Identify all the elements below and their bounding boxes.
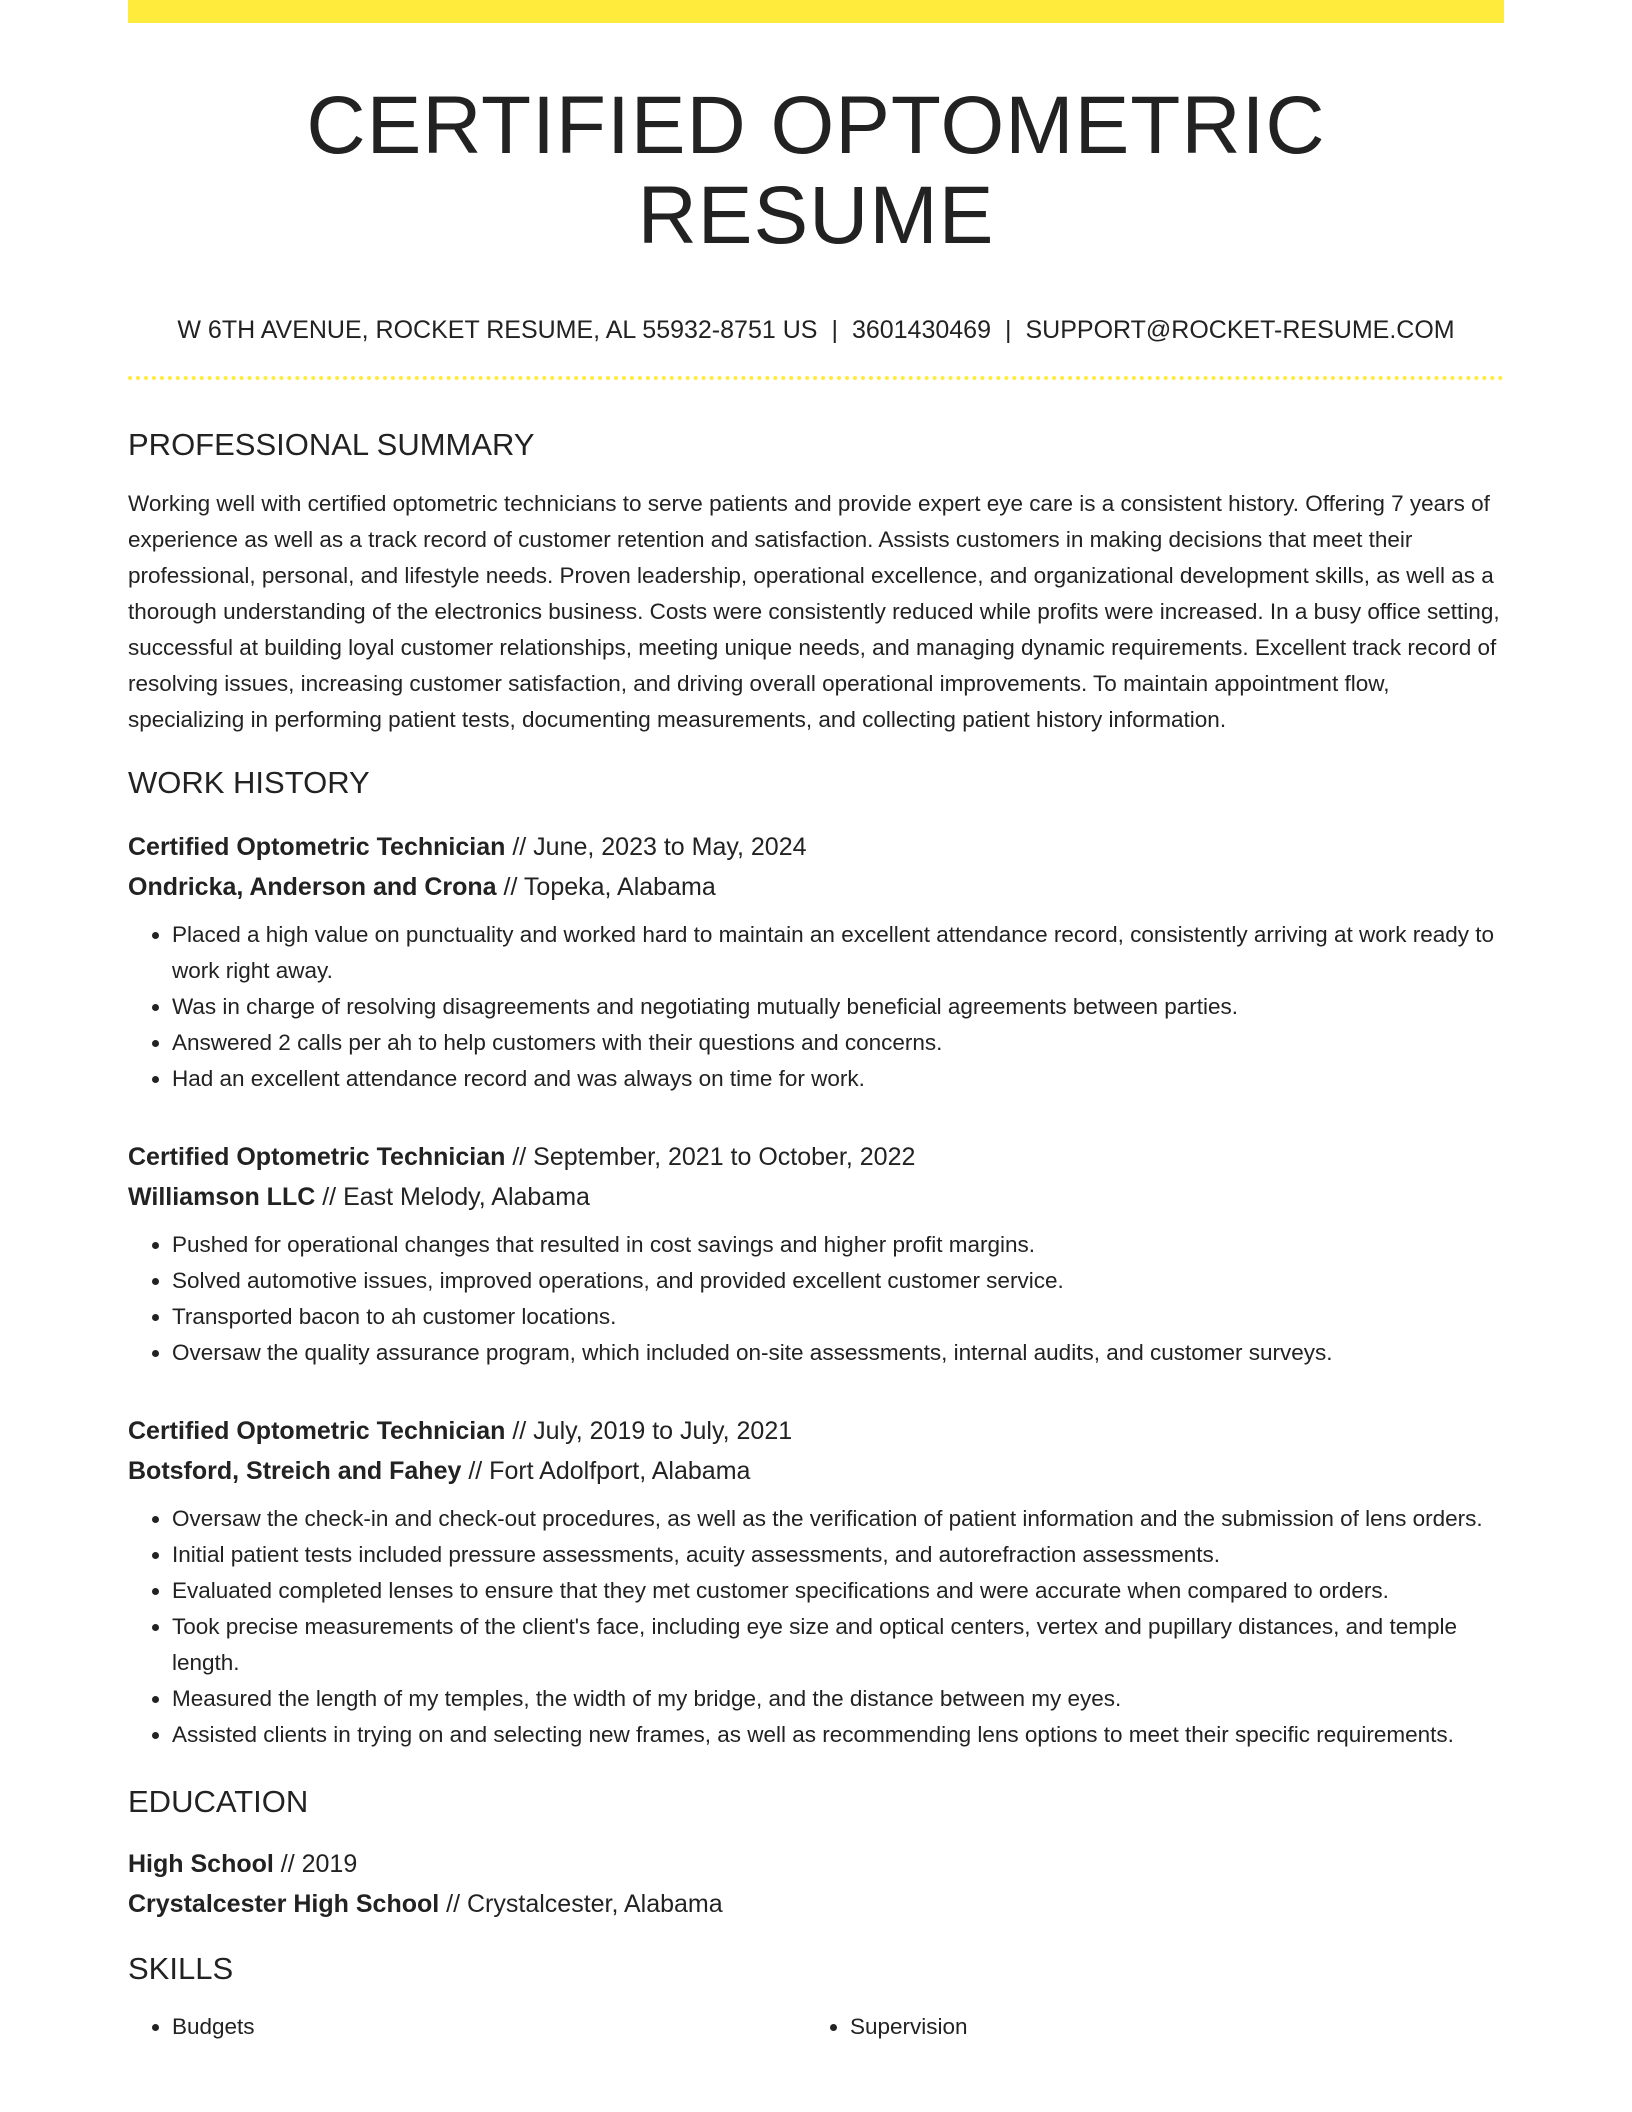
job-bullet: • Initial patient tests included pressure assessments, acuity assessments, and autorefraction assessments.: [172, 1537, 1504, 1573]
summary-heading: PROFESSIONAL SUMMARY: [128, 427, 535, 463]
education-year: // 2019: [273, 1849, 358, 1878]
job-bullet: • Had an excellent attendance record and was always on time for work.: [172, 1061, 1504, 1097]
work-history-heading: WORK HISTORY: [128, 764, 370, 800]
job-bullet: • Transported bacon to ah customer locations.: [172, 1299, 1504, 1335]
job-dates: // July, 2019 to July, 2021: [505, 1416, 793, 1445]
skills-list-left: [128, 2009, 806, 2045]
job-company: Williamson LLC: [128, 1182, 316, 1211]
education-heading: EDUCATION: [128, 1783, 309, 1819]
job-location: // Topeka, Alabama: [496, 872, 716, 901]
resume-title: CERTIFIED OPTOMETRIC RESUME: [306, 80, 1326, 262]
job-bullet: • Took precise measurements of the client's face, including eye size and optical centers, vertex and pupillary distances, and temple length.: [172, 1609, 1504, 1681]
job-entry: [128, 1137, 1504, 1371]
job-bullet: • Measured the length of my temples, the width of my bridge, and the distance between my eyes.: [172, 1681, 1504, 1717]
job-bullet-list: [128, 917, 1504, 1097]
contact-phone: 3601430469: [851, 316, 991, 345]
job-bullet-list: [128, 1227, 1504, 1371]
education-entry: [128, 1844, 1504, 1924]
job-bullet: • Answered 2 calls per ah to help customers with their questions and concerns.: [172, 1025, 1504, 1061]
job-entry: [128, 1411, 1504, 1753]
skills-grid: [128, 2009, 1504, 2045]
job-title: Certified Optometric Technician: [128, 1142, 506, 1171]
top-accent-bar: [128, 0, 1504, 23]
job-bullet: • Oversaw the quality assurance program, which included on-site assessments, internal audits, and customer surveys.: [172, 1335, 1504, 1371]
job-company-line: [128, 1177, 1504, 1217]
job-bullet: • Oversaw the check-in and check-out procedures, as well as the verification of patient information and the submission of lens orders.: [172, 1501, 1504, 1537]
summary-text: Working well with certified optometric technicians to serve patients and provide expert eye care is a consistent history. Offering 7 years of experience as well as a track record of customer retention and satisfaction. Assists customers in making decisions that meet their professional, personal, and lifestyle needs. Proven leadership, operational excellence, and organizational development skills, as well as a thorough understanding of the electronics business. Costs were consistently reduced while profits were increased. In a busy office setting, successful at building loyal customer relationships, meeting unique needs, and managing dynamic requirements. Excellent track record of resolving issues, increasing customer satisfaction, and driving overall operational improvements. To maintain appointment flow, specializing in performing patient tests, documenting measurements, and collecting patient history information.: [128, 490, 1500, 732]
job-company: Ondricka, Anderson and Crona: [128, 872, 497, 901]
job-company-line: [128, 867, 1504, 907]
job-bullet: • Solved automotive issues, improved operations, and provided excellent customer service.: [172, 1263, 1504, 1299]
education-location: // Crystalcester, Alabama: [439, 1889, 723, 1918]
job-entry: [128, 827, 1504, 1097]
job-bullet: • Was in charge of resolving disagreements and negotiating mutually beneficial agreements between parties.: [172, 989, 1504, 1025]
header-divider: [128, 376, 1504, 380]
resume-page: [128, 0, 1504, 2045]
job-location: // Fort Adolfport, Alabama: [461, 1456, 751, 1485]
work-history-list: [128, 827, 1504, 1753]
education-degree: High School: [128, 1849, 274, 1878]
skills-heading: SKILLS: [128, 1950, 234, 1986]
job-bullet: • Evaluated completed lenses to ensure that they met customer specifications and were accurate when compared to orders.: [172, 1573, 1504, 1609]
job-title: Certified Optometric Technician: [128, 1416, 506, 1445]
contact-separator: |: [831, 316, 838, 345]
job-title: Certified Optometric Technician: [128, 832, 506, 861]
skill-item: • Budgets: [172, 2009, 806, 2045]
job-company: Botsford, Streich and Fahey: [128, 1456, 462, 1485]
education-school-line: [128, 1884, 1504, 1924]
skill-item: • Supervision: [850, 2009, 1484, 2045]
job-bullet: • Pushed for operational changes that resulted in cost savings and higher profit margins.: [172, 1227, 1504, 1263]
contact-address: W 6TH AVENUE, ROCKET RESUME, AL 55932-8751 US: [177, 316, 818, 345]
job-location: // East Melody, Alabama: [315, 1182, 590, 1211]
job-bullet: • Assisted clients in trying on and selecting new frames, as well as recommending lens options to meet their specific requirements.: [172, 1717, 1504, 1753]
education-school: Crystalcester High School: [128, 1889, 440, 1918]
contact-email: SUPPORT@ROCKET-RESUME.COM: [1025, 316, 1455, 345]
job-dates: // September, 2021 to October, 2022: [505, 1142, 916, 1171]
job-title-line: [128, 1137, 1504, 1177]
job-title-line: [128, 1411, 1504, 1451]
job-title-line: [128, 827, 1504, 867]
contact-line: [128, 315, 1504, 345]
job-dates: // June, 2023 to May, 2024: [505, 832, 807, 861]
skills-list-right: [806, 2009, 1484, 2045]
job-bullet: • Placed a high value on punctuality and worked hard to maintain an excellent attendance record, consistently arriving at work ready to work right away.: [172, 917, 1504, 989]
job-company-line: [128, 1451, 1504, 1491]
contact-separator: |: [1004, 316, 1012, 345]
education-degree-line: [128, 1844, 1504, 1884]
job-bullet-list: [128, 1501, 1504, 1753]
